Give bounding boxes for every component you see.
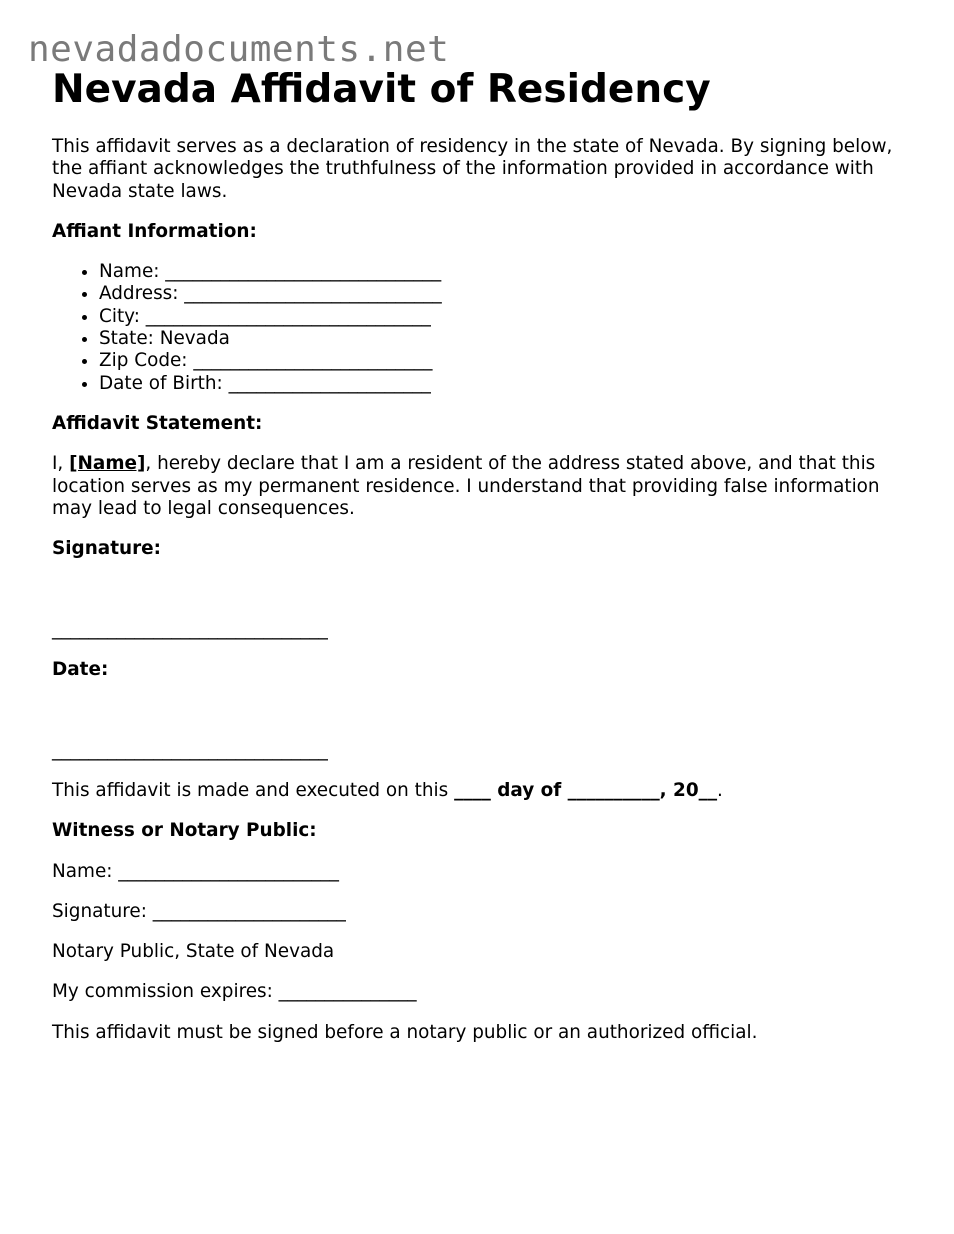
- notary-line: Notary Public, State of Nevada: [52, 941, 335, 963]
- affiant-field-list: [52, 261, 912, 395]
- field-state: • State: Nevada: [99, 328, 912, 350]
- statement-heading: Affidavit Statement:: [52, 412, 263, 434]
- execution-date-blanks: ____ day of __________, 20__: [454, 779, 718, 801]
- field-address: • Address: ____________________________: [99, 283, 912, 305]
- execution-suffix: .: [717, 779, 723, 801]
- document-body: [52, 64, 912, 1062]
- signature-line: ______________________________: [52, 618, 328, 640]
- intro-paragraph: This affidavit serves as a declaration of residency in the state of Nevada. By signing below, the affiant acknowledges the truthfulness of the information provided in accordance with Nevada state laws.: [52, 136, 893, 202]
- closing-note: This affidavit must be signed before a notary public or an authorized official.: [52, 1021, 758, 1043]
- date-spacer: [52, 699, 912, 721]
- witness-signature-line: Signature: _____________________: [52, 900, 346, 922]
- field-city: • City: _______________________________: [99, 306, 912, 328]
- page-title: Nevada Affidavit of Residency: [52, 67, 711, 112]
- field-zip-code: • Zip Code: __________________________: [99, 350, 912, 372]
- statement-suffix: , hereby declare that I am a resident of the address stated above, and that this location serves as my permanent residence. I understand that providing false information may lead to legal consequences.: [52, 453, 880, 519]
- execution-prefix: This affidavit is made and executed on this: [52, 779, 455, 801]
- field-date-of-birth: • Date of Birth: ______________________: [99, 373, 912, 395]
- affiant-heading: Affiant Information:: [52, 220, 257, 242]
- watermark: nevadadocuments.net: [28, 29, 450, 70]
- name-placeholder: [Name]: [69, 453, 146, 475]
- witness-name-line: Name: ________________________: [52, 860, 339, 882]
- statement-prefix: I,: [52, 453, 70, 475]
- commission-line: My commission expires: _______________: [52, 981, 417, 1003]
- field-name: • Name: ______________________________: [99, 261, 912, 283]
- date-line: ______________________________: [52, 739, 328, 761]
- statement-paragraph: [52, 453, 912, 520]
- signature-spacer: [52, 578, 912, 600]
- witness-heading: Witness or Notary Public:: [52, 820, 317, 842]
- date-heading: Date:: [52, 659, 109, 681]
- execution-line: [52, 780, 912, 802]
- signature-heading: Signature:: [52, 538, 161, 560]
